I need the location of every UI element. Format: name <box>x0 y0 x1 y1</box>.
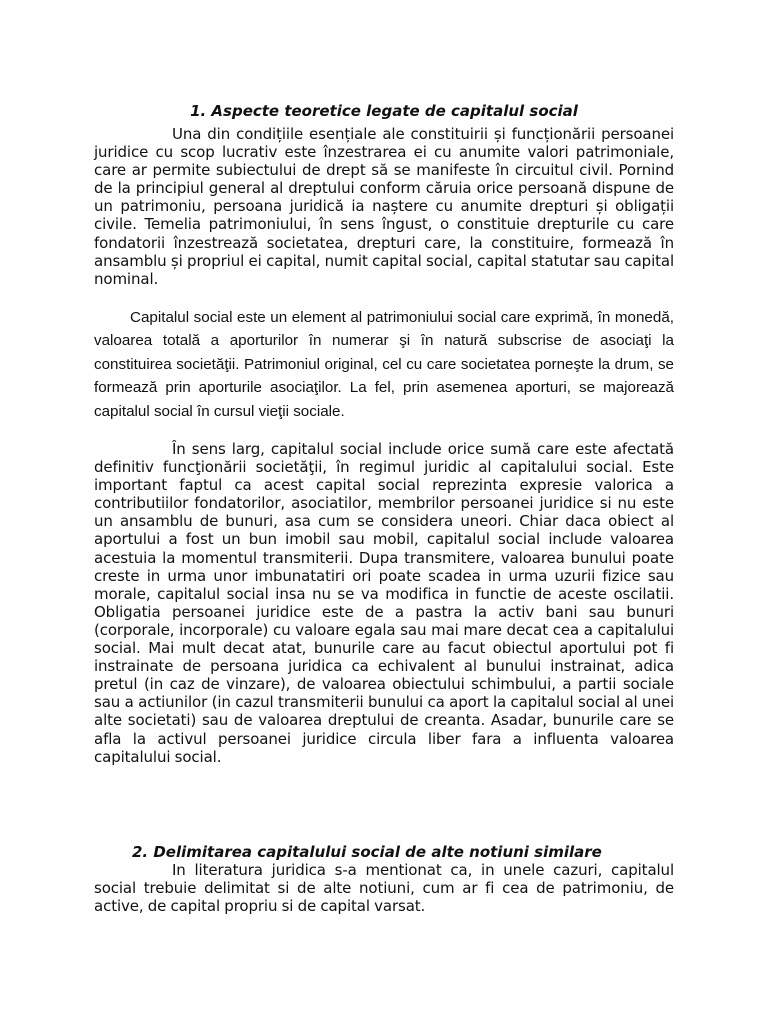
paragraph-1: Una din condițiile esențiale ale constituirii și funcționării persoanei juridice cu scop lucrativ este înzestrarea ei cu anumite valori patrimoniale, care ar permite subiectului de drept să se manifeste în circuitul civil. Pornind de la principiul general al dreptului conform căruia orice persoană dispune de un patrimoniu, persoana juridică ia naștere cu anumite drepturi și obligații civile. Temelia patrimoniului, în sens îngust, o constituie drepturile cu care fondatorii înzestrează societatea, drepturi care, la constituire, formează în ansamblu și propriul ei capital, numit capital social, capital statutar sau capital nominal. <box>94 125 674 288</box>
paragraph-4: In literatura juridica s-a mentionat ca, in unele cazuri, capitalul social trebuie delimitat si de alte notiuni, cum ar fi cea de patrimoniu, de active, de capital propriu si de capital varsat. <box>94 861 674 916</box>
section-heading-1: 1. Aspecte teoretice legate de capitalul social <box>190 102 578 120</box>
paragraph-2: Capitalul social este un element al patrimoniului social care exprimă, în monedă, valoarea totală a aporturilor în numerar şi în natură subscrise de asociaţi la constituirea societăţii. Patrimoniul original, cel cu care societatea porneşte la drum, se formează prin aporturile asociaţilor. La fel, prin asemenea aporturi, se majorează capitalul social în cursul vieţii sociale. <box>94 309 674 420</box>
paragraph-3: În sens larg, capitalul social include orice sumă care este afectată definitiv funcţionării societăţii, în regimul juridic al capitalului social. Este important faptul ca acest capital social reprezinta expresie valorica a contributiilor fondatorilor, asociatilor, membrilor persoanei juridice si nu este un ansamblu de bunuri, asa cum se considera uneori. Chiar daca obiect al aportului a fost un bun imobil sau mobil, capitalul social include valoarea acestuia la momentul transmiterii. Dupa transmitere, valoarea bunului poate creste in urma unor imbunatatiri ori poate scadea in urma uzurii fizice sau morale, capitalul social insa nu se va modifica in functie de aceste oscilatii. Obligatia persoanei juridice este de a pastra la activ bani sau bunuri (corporale, incorporale) cu valoare egala sau mai mare decat cea a capitalului social. Mai mult decat atat, bunurile care au facut obiectul aportului pot fi instrainate de persoana juridica ca echivalent al bunului instrainat, adica pretul (in caz de vinzare), de valoarea obiectului schimbului, a partii sociale sau a actiunilor (in cazul transmiterii bunului ca aport la capitalul social al unei alte societati) sau de valoarea dreptului de creanta. Asadar, bunurile care se afla la activul persoanei juridice circula liber fara a influenta valoarea capitalului social. <box>94 440 674 766</box>
section-heading-2: 2. Delimitarea capitalului social de alte notiuni similare <box>132 843 602 861</box>
